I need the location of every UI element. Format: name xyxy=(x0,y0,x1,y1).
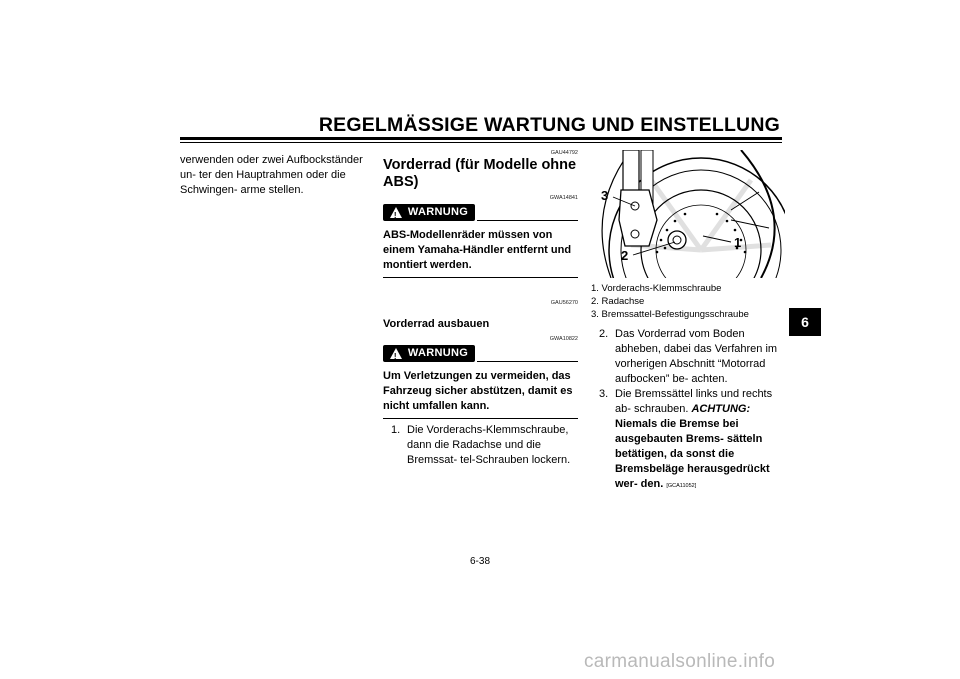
reference-code: GWA10822 xyxy=(549,336,578,342)
legend-item: 1. Vorderachs-Klemmschraube xyxy=(591,283,722,294)
warning-rule xyxy=(477,220,578,221)
caution-label: ACHTUNG: xyxy=(691,403,751,415)
legend-item: 3. Bremssattel-Befestigungsschraube xyxy=(591,309,749,320)
page-number: 6-38 xyxy=(469,556,490,567)
reference-code: [GCA11052] xyxy=(666,483,697,489)
warning-label: WARNUNG xyxy=(407,347,469,359)
reference-code: GWA14841 xyxy=(549,195,578,201)
warning-badge xyxy=(383,204,475,221)
step-item xyxy=(591,387,786,494)
figure-label-1: 1 xyxy=(734,235,742,250)
step-item xyxy=(591,327,786,387)
column-middle xyxy=(383,150,578,468)
step-number: 3. xyxy=(599,388,609,400)
caution-text: Niemals die Bremse bei ausgebauten Brems- sätteln betätigen, da sonst die Bremsbeläge herausgedrückt wer- den. xyxy=(615,418,770,490)
reference-code: GAU56270 xyxy=(550,300,578,306)
step-number: 2. xyxy=(599,328,609,340)
warning-text: Um Verletzungen zu vermeiden, das Fahrzeug sicher abstützen, damit es nicht umfallen kann. xyxy=(383,370,573,412)
legend-item: 2. Radachse xyxy=(591,296,645,307)
warning-triangle-icon xyxy=(390,348,402,359)
warning-text: ABS-Modellenräder müssen von einem Yamaha-Händler entfernt und montiert werden. xyxy=(383,229,572,271)
column-left xyxy=(180,153,370,198)
subsection-title: Vorderrad ausbauen xyxy=(383,318,490,330)
header-rule-thin xyxy=(180,142,782,143)
warning-header xyxy=(383,204,578,222)
warning-label: WARNUNG xyxy=(407,206,469,218)
figure-legend xyxy=(591,282,786,321)
warning-triangle-icon xyxy=(390,207,402,218)
page-title: REGELMÄSSIGE WARTUNG UND EINSTELLUNG xyxy=(318,114,780,136)
figure-label-2: 2 xyxy=(621,248,629,263)
step-number: 1. xyxy=(391,424,401,436)
warning-header xyxy=(383,345,578,363)
section-title: Vorderrad (für Modelle ohne ABS) xyxy=(383,157,577,190)
chapter-tab: 6 xyxy=(789,308,821,336)
figure-label-3: 3 xyxy=(601,188,609,203)
step-item xyxy=(383,423,578,468)
wheel-illustration xyxy=(591,150,785,278)
continued-text: verwenden oder zwei Aufbockständer un- ter den Hauptrahmen oder die Schwingen- arme stellen. xyxy=(180,154,363,196)
header-rule xyxy=(180,137,782,140)
column-right xyxy=(591,150,786,494)
step-text: Das Vorderrad vom Boden abheben, dabei das Verfahren im vorherigen Abschnitt “Motorrad aufbocken” be- achten. xyxy=(615,328,778,385)
reference-code: GAU44792 xyxy=(550,150,578,156)
step-text: Die Bremssättel links und rechts ab- schrauben. xyxy=(615,388,773,415)
warning-badge xyxy=(383,345,475,362)
warning-rule xyxy=(477,361,578,362)
step-text: Die Vorderachs-Klemmschraube, dann die Radachse und die Bremssat- tel-Schrauben lockern. xyxy=(407,424,571,466)
watermark: carmanualsonline.info xyxy=(584,651,776,672)
